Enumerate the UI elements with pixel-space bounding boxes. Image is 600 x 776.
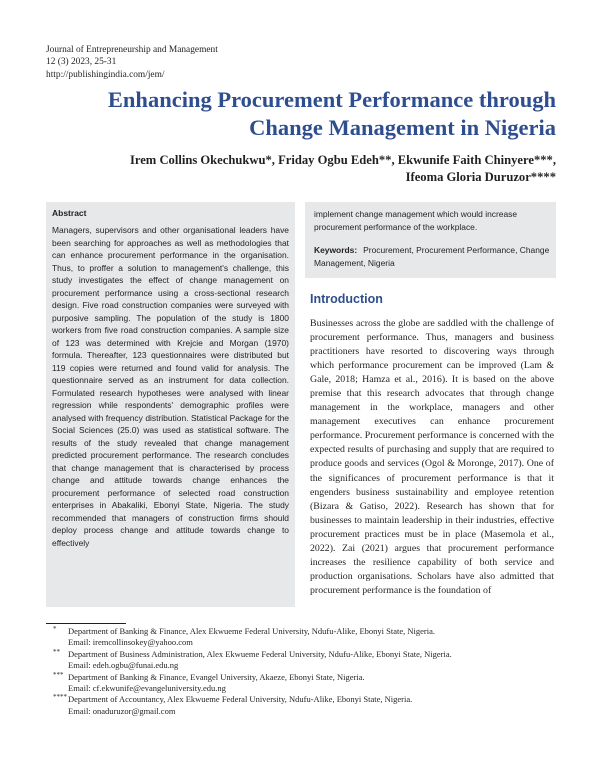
footnote-mark: **** — [53, 693, 67, 702]
footnote-affiliation: Department of Banking & Finance, Evangel University, Akaeze, Ebonyi State, Nigeria. — [68, 671, 365, 682]
authors-line-2: Ifeoma Gloria Duruzor**** — [405, 170, 556, 184]
keywords — [314, 244, 550, 269]
footnote-email[interactable]: Email: edeh.ogbu@funai.edu.ng — [68, 660, 179, 671]
abstract-heading: Abstract — [52, 208, 87, 218]
footnote-email[interactable]: Email: cf.ekwunife@evangeluniversity.edu.ng — [68, 683, 226, 694]
keywords-box — [305, 202, 556, 278]
introduction-text: Businesses across the globe are saddled with the challenge of procurement performance. Thus, managers and business practitioners have resorted to discovering ways through which performance procurement can be improved (Lam & Gale, 2018; Hamza et al., 2016). It is based on the above premise that this research advocates that through change management in the workplace, managers and other management executives can enhance procurement performance. Procurement performance is concerned with the expected results of purchasing and supply that are required to produce goods and services (Ogol & Moronge, 2017). One of the significances of procurement performance is that it engenders business sustainability and employee retention (Bizara & Gatiso, 2022). Research has shown that for businesses to maintain leadership in their industries, effective procurement practices must be in place (Masemola et al., 2022). Zai (2021) argues that procurement performance increases the resilience capability of both service and production organisations. Scholars have also admitted that procurement performance is the foundation of — [310, 318, 554, 596]
journal-header — [46, 44, 218, 81]
footnote-affiliation: Department of Banking & Finance, Alex Ekwueme Federal University, Ndufu-Alike, Ebonyi State, Nigeria. — [68, 626, 435, 636]
authors-line-1: Irem Collins Okechukwu*, Friday Ogbu Edeh**, Ekwunife Faith Chinyere***, — [129, 153, 556, 167]
paper-title — [40, 86, 556, 142]
footnote-1 — [46, 626, 452, 649]
keywords-label: Keywords: — [314, 245, 358, 255]
author-list — [40, 152, 556, 186]
footnote-4 — [46, 694, 452, 717]
footnote-email[interactable]: Email: onaduruzor@gmail.com — [68, 705, 176, 716]
footnotes — [46, 626, 452, 717]
footnote-affiliation: Department of Business Administration, Alex Ekwueme Federal University, Ndufu-Alike, Ebonyi State, Nigeria. — [68, 648, 452, 659]
journal-name: Journal of Entrepreneurship and Management — [46, 45, 218, 55]
footnote-mark: *** — [53, 670, 64, 679]
introduction-heading: Introduction — [310, 292, 383, 306]
footnote-mark: * — [53, 625, 57, 633]
footnote-email[interactable]: Email: iremcollinsokey@yahoo.com — [68, 637, 193, 648]
footnote-mark: ** — [53, 647, 60, 656]
footnote-2 — [46, 649, 452, 672]
abstract-box — [46, 202, 295, 607]
title-line-2: Change Management in Nigeria — [249, 115, 556, 140]
footnote-divider — [46, 623, 126, 624]
abstract-continuation: implement change management which would increase procurement performance of the workplace. — [314, 209, 518, 232]
journal-url[interactable]: http://publishingindia.com/jem/ — [46, 69, 165, 80]
abstract-text: Managers, supervisors and other organisational leaders have been searching for approaches as well as methodologies that can enhance procurement performance in the organisation. Thus, to proffer a solution to management's challenge, this study investigates the effect of change management on procurement performance using a cross-sectional research design. Five road construction companies were surveyed with purposive sampling. The population of the study is 1800 workers from five road construction companies. A sample size of 123 was determined with Krejcie and Morgan (1970) formula. Thereafter, 123 questionnaires were distributed but 119 copies were returned and found valid for analysis. The questionnaire served as an instrument for data collection. Formulated research hypotheses were analysed with linear regression while respondents' demographic profiles were analysed with frequency distribution. Statistical Package for the Social Sciences (25.0) was used as statistical software. The results of the study revealed that change management predicted procurement performance. The research concludes that change management that is characterised by process change and attitude towards change enhances the procurement performance of selected road construction enterprises in Abakaliki, Ebonyi State, Nigeria. The study recommended that managers of construction firms should deploy process change and attitude towards change to effectively — [52, 225, 289, 548]
footnote-affiliation: Department of Accountancy, Alex Ekwueme Federal University, Ndufu-Alike, Ebonyi State, Nigeria. — [68, 694, 413, 705]
journal-issue: 12 (3) 2023, 25-31 — [46, 57, 117, 68]
footnote-3 — [46, 672, 452, 695]
keywords-value: Procurement, Procurement Performance, Change Management, Nigeria — [314, 245, 550, 268]
title-line-1: Enhancing Procurement Performance through — [107, 87, 556, 112]
